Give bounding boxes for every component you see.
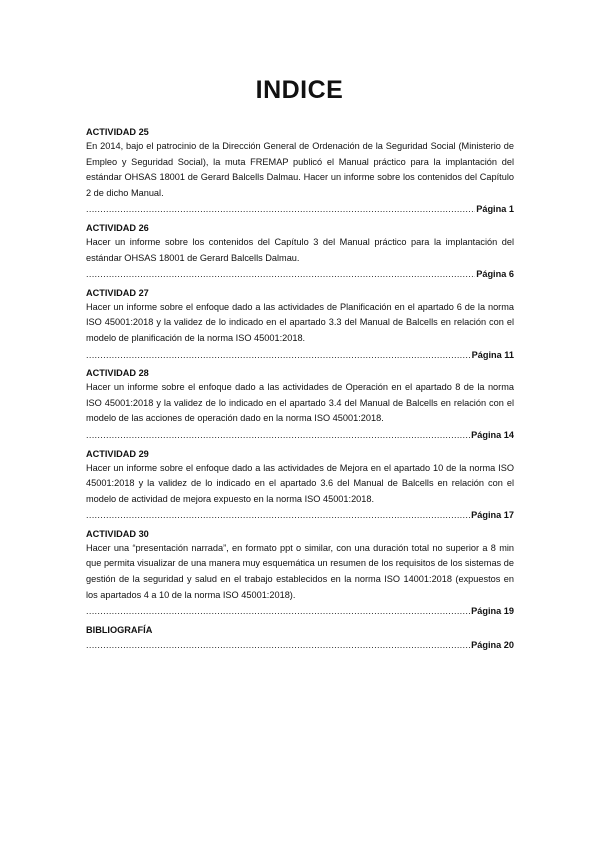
dot-leader [86, 267, 475, 283]
entry-heading: ACTIVIDAD 28 [86, 368, 149, 379]
dot-leader [86, 202, 475, 218]
dot-leader [86, 638, 470, 654]
page-reference: Página 1 [476, 204, 514, 215]
entry-description: Hacer un informe sobre los contenidos del Capítulo 3 del Manual práctico para la implantación del estándar OHSAS 18001 de Gerard Balcells Dalmau. [86, 236, 514, 263]
entry-heading: BIBLIOGRAFÍA [86, 624, 153, 635]
toc-entry-actividad-25 [86, 126, 514, 218]
page-reference: Página 6 [476, 269, 514, 280]
page-reference: Página 14 [471, 429, 514, 440]
entry-heading: ACTIVIDAD 30 [86, 528, 149, 539]
dot-leader [86, 604, 470, 620]
entry-description: Hacer un informe sobre el enfoque dado a las actividades de Operación en el apartado 8 de la norma ISO 45001:2018 y la validez de lo indicado en el apartado 3.4 del Manual de Balcells en relación con el modelo de las acciones de operación dado en la norma ISO 45001:2018. [86, 382, 514, 424]
page-reference: Página 19 [471, 606, 514, 617]
entry-description: En 2014, bajo el patrocinio de la Dirección General de Ordenación de la Seguridad Social (Ministerio de Empleo y Seguridad Social), la muta FREMAP publicó el Manual práctico para la implantación del estándar OHSAS 18001 de Gerard Balcells Dalmau. Hacer un informe sobre los contenidos del Capítulo 2 de dicho Manual. [86, 141, 514, 198]
toc-entry-actividad-30 [86, 528, 514, 620]
page-reference: Página 17 [471, 510, 514, 521]
page-leader [86, 638, 514, 654]
page-reference: Página 11 [471, 349, 514, 360]
page-leader [86, 508, 514, 524]
entry-heading: ACTIVIDAD 29 [86, 448, 149, 459]
entry-heading: ACTIVIDAD 27 [86, 287, 149, 298]
dot-leader [86, 348, 471, 364]
toc-entry-actividad-29 [86, 448, 514, 524]
page-leader [86, 428, 514, 444]
document-title: INDICE [255, 76, 344, 104]
toc-entry-actividad-27 [86, 287, 514, 363]
toc-entry-bibliografia [86, 624, 514, 654]
toc-entry-actividad-26 [86, 222, 514, 283]
page-reference: Página 20 [471, 639, 514, 650]
dot-leader [86, 428, 470, 444]
dot-leader [86, 508, 470, 524]
page-leader [86, 604, 514, 620]
entry-description: Hacer un informe sobre el enfoque dado a las actividades de Planificación en el apartado 6 de la norma ISO 45001:2018 y la validez de lo indicado en el apartado 3.3 del Manual de Balcells en relación con el modelo de planificación de la norma ISO 45001:2018. [86, 301, 514, 343]
page-leader [86, 348, 514, 364]
page-leader [86, 202, 514, 218]
entry-heading: ACTIVIDAD 25 [86, 127, 149, 137]
entry-description: Hacer una “presentación narrada”, en formato ppt o similar, con una duración total no superior a 8 min que permita visualizar de una manera muy esquemática un resumen de los requisitos de los sistemas de gestión de la seguridad y salud en el trabajo establecidos en la norma ISO 14001:2018 (expuestos en los apartados 4 a 10 de la norma ISO 45001:2018). [86, 542, 514, 600]
toc-entry-actividad-28 [86, 367, 514, 443]
entry-description: Hacer un informe sobre el enfoque dado a las actividades de Mejora en el apartado 10 de la norma ISO 45001:2018 y la validez de lo indicado en el apartado 3.6 del Manual de Balcells en relación con el modelo de actividad de mejora expuesto en la norma ISO 45001:2018. [86, 462, 514, 504]
entry-heading: ACTIVIDAD 26 [86, 222, 149, 233]
page-leader [86, 267, 514, 283]
table-of-contents [86, 126, 514, 653]
